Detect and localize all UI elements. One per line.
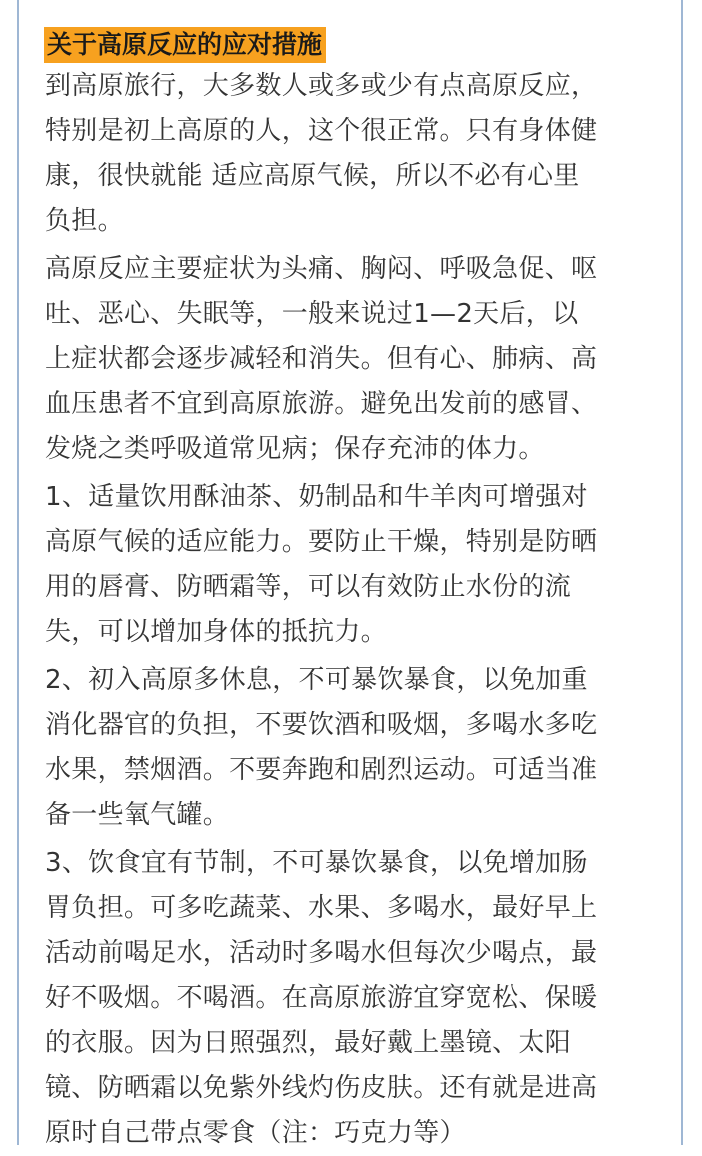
text-line: 好不吸烟。不喝酒。在高原旅游宜穿宽松、保暖 [45, 983, 598, 1013]
text-line: 用的唇膏、防晒霜等，可以有效防止水份的流 [45, 572, 572, 602]
text-line: 原时自己带点零食（注：巧克力等） [45, 1118, 466, 1148]
paragraph-tip-3 [45, 841, 667, 1156]
text-line: 活动前喝足水，活动时多喝水但每次少喝点，最 [45, 938, 598, 968]
text-line: 发烧之类呼吸道常见病；保存充沛的体力。 [45, 434, 545, 464]
text-line: 的衣服。因为日照强烈，最好戴上墨镜、太阳 [45, 1028, 572, 1058]
text-line: 水果，禁烟酒。不要奔跑和剧烈运动。可适当准 [45, 755, 598, 785]
text-line: 3、饮食宜有节制，不可暴饮暴食，以免增加肠 [45, 848, 588, 878]
article-heading: 关于高原反应的应对措施 [44, 27, 326, 63]
text-line: 2、初入高原多休息，不可暴饮暴食，以免加重 [45, 665, 588, 695]
paragraph-symptoms [45, 247, 667, 472]
text-line: 上症状都会逐步减轻和消失。但有心、肺病、高 [45, 344, 598, 374]
article-body [45, 27, 667, 1156]
text-line: 消化器官的负担，不要饮酒和吸烟，多喝水多吃 [45, 710, 598, 740]
text-line: 负担。 [45, 206, 124, 236]
paragraph-tip-1 [45, 475, 667, 655]
text-line: 镜、防晒霜以免紫外线灼伤皮肤。还有就是进高 [45, 1073, 598, 1103]
text-line: 备一些氧气罐。 [45, 800, 230, 830]
text-line: 康，很快就能 适应高原气候，所以不必有心里 [45, 161, 580, 191]
paragraph-tip-2 [45, 658, 667, 838]
text-line: 血压患者不宜到高原旅游。避免出发前的感冒、 [45, 389, 598, 419]
text-line: 高原气候的适应能力。要防止干燥，特别是防晒 [45, 527, 598, 557]
text-line: 吐、恶心、失眠等，一般来说过1—2天后，以 [45, 299, 579, 329]
text-line: 高原反应主要症状为头痛、胸闷、呼吸急促、呕 [45, 254, 598, 284]
text-line: 到高原旅行，大多数人或多或少有点高原反应， [45, 71, 598, 101]
paragraph-intro [45, 64, 667, 244]
text-line: 特别是初上高原的人，这个很正常。只有身体健 [45, 116, 598, 146]
text-line: 失，可以增加身体的抵抗力。 [45, 617, 387, 647]
text-line: 1、适量饮用酥油茶、奶制品和牛羊肉可增强对 [45, 482, 588, 512]
text-line: 胃负担。可多吃蔬菜、水果、多喝水，最好早上 [45, 893, 598, 923]
